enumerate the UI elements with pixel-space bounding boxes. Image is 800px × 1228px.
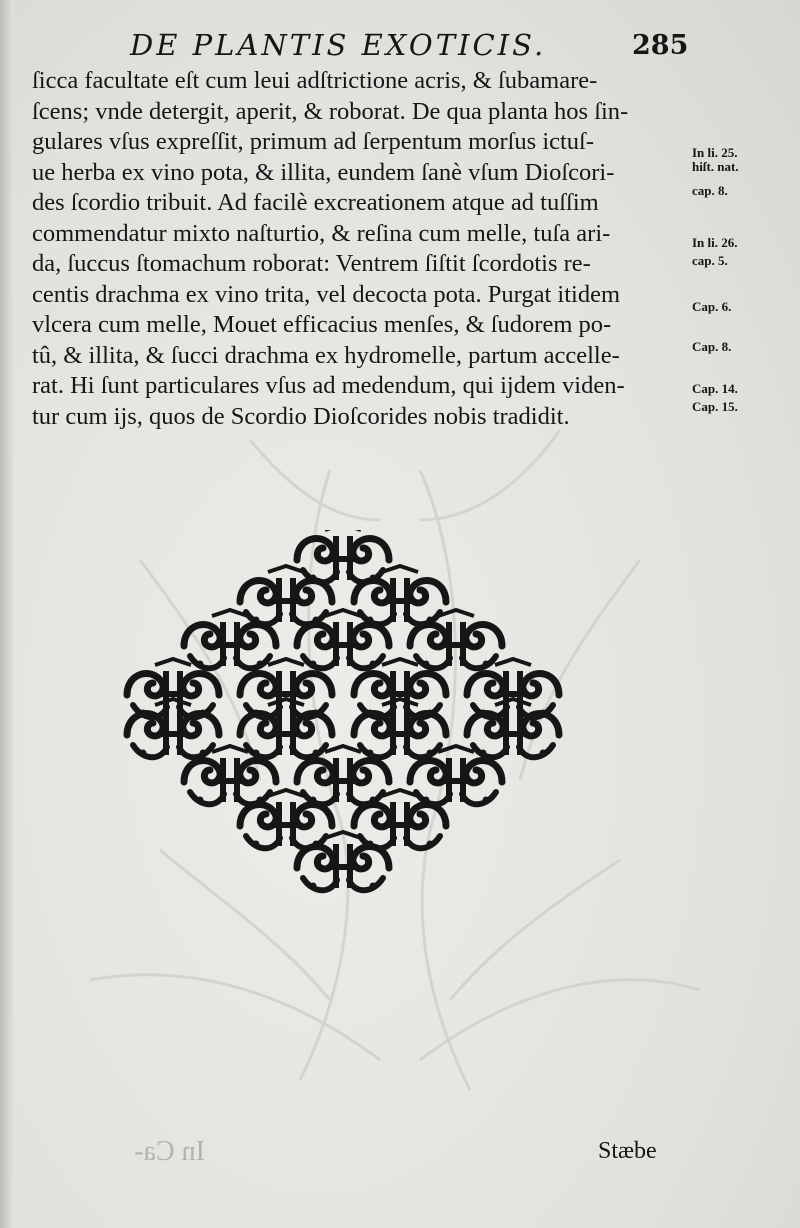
margin-note	[692, 300, 792, 314]
fleuron-ornament	[118, 530, 568, 900]
fleuron-row	[127, 699, 559, 757]
text-line: gulares vſus expreſſit, primum ad ſerpentum morſus ictuſ-	[32, 128, 595, 155]
text-line: ſicca facultate eſt cum leui adſtrictione acris, & ſubamare-	[32, 67, 598, 94]
margin-note-line: Cap. 14.	[692, 381, 738, 396]
margin-note-line: Cap. 6.	[692, 299, 732, 314]
page-gutter-shadow	[0, 0, 14, 1228]
fleuron-row	[184, 610, 502, 668]
fleuron-row	[240, 790, 446, 848]
text-line: rat. Hi ſunt particulares vſus ad medendum, qui ijdem viden-	[32, 372, 625, 399]
text-line: ue herba ex vino pota, & illita, eundem ſanè vſum Dioſcori-	[32, 158, 615, 186]
margin-note-line: In li. 26.	[692, 235, 738, 250]
margin-note-line: Cap. 15.	[692, 399, 738, 414]
show-through-text: In Ca-	[134, 1136, 205, 1167]
text-line: tû, & illita, & ſucci drachma ex hydromelle, partum accelle-	[32, 341, 620, 369]
text-line: vlcera cum melle, Mouet efficacius menſes, & ſudorem po-	[32, 311, 612, 338]
fleuron-row	[240, 566, 446, 624]
margin-note	[692, 400, 792, 414]
margin-note-line: In li. 25.	[692, 145, 738, 160]
fleuron-row	[297, 530, 389, 582]
margin-note	[692, 382, 792, 396]
text-line: tur cum ijs, quos de Scordio Dioſcorides nobis tradidit.	[32, 402, 570, 430]
margin-note	[692, 236, 792, 268]
fleuron-row	[127, 659, 559, 717]
margin-note-line: Cap. 8.	[692, 339, 732, 354]
text-line: centis drachma ex vino trita, vel decocta pota. Purgat itidem	[32, 280, 621, 308]
margin-note-line: cap. 5.	[692, 253, 728, 268]
page-number: 285	[632, 30, 689, 61]
margin-note	[692, 340, 792, 354]
margin-note	[692, 146, 792, 198]
text-line: da, ſuccus ſtomachum roborat: Ventrem ſiſtit ſcordotis re-	[32, 250, 591, 277]
fleuron-row	[297, 832, 389, 890]
text-line: des ſcordio tribuit. Ad facilè excreationem atque ad tuſſim	[32, 189, 599, 216]
fleuron-row	[184, 746, 502, 804]
catchword: Stæbe	[598, 1138, 657, 1164]
margin-note-line: cap. 8.	[692, 183, 728, 198]
text-line: ſcens; vnde detergit, aperit, & roborat. De qua planta hos ſin-	[32, 97, 629, 125]
margin-note-line: hiſt. nat.	[692, 159, 739, 174]
running-title: DE PLANTIS EXOTICIS.	[130, 28, 547, 62]
text-line: commendatur mixto naſturtio, & reſina cum melle, tuſa ari-	[32, 219, 611, 247]
body-text	[32, 66, 692, 432]
